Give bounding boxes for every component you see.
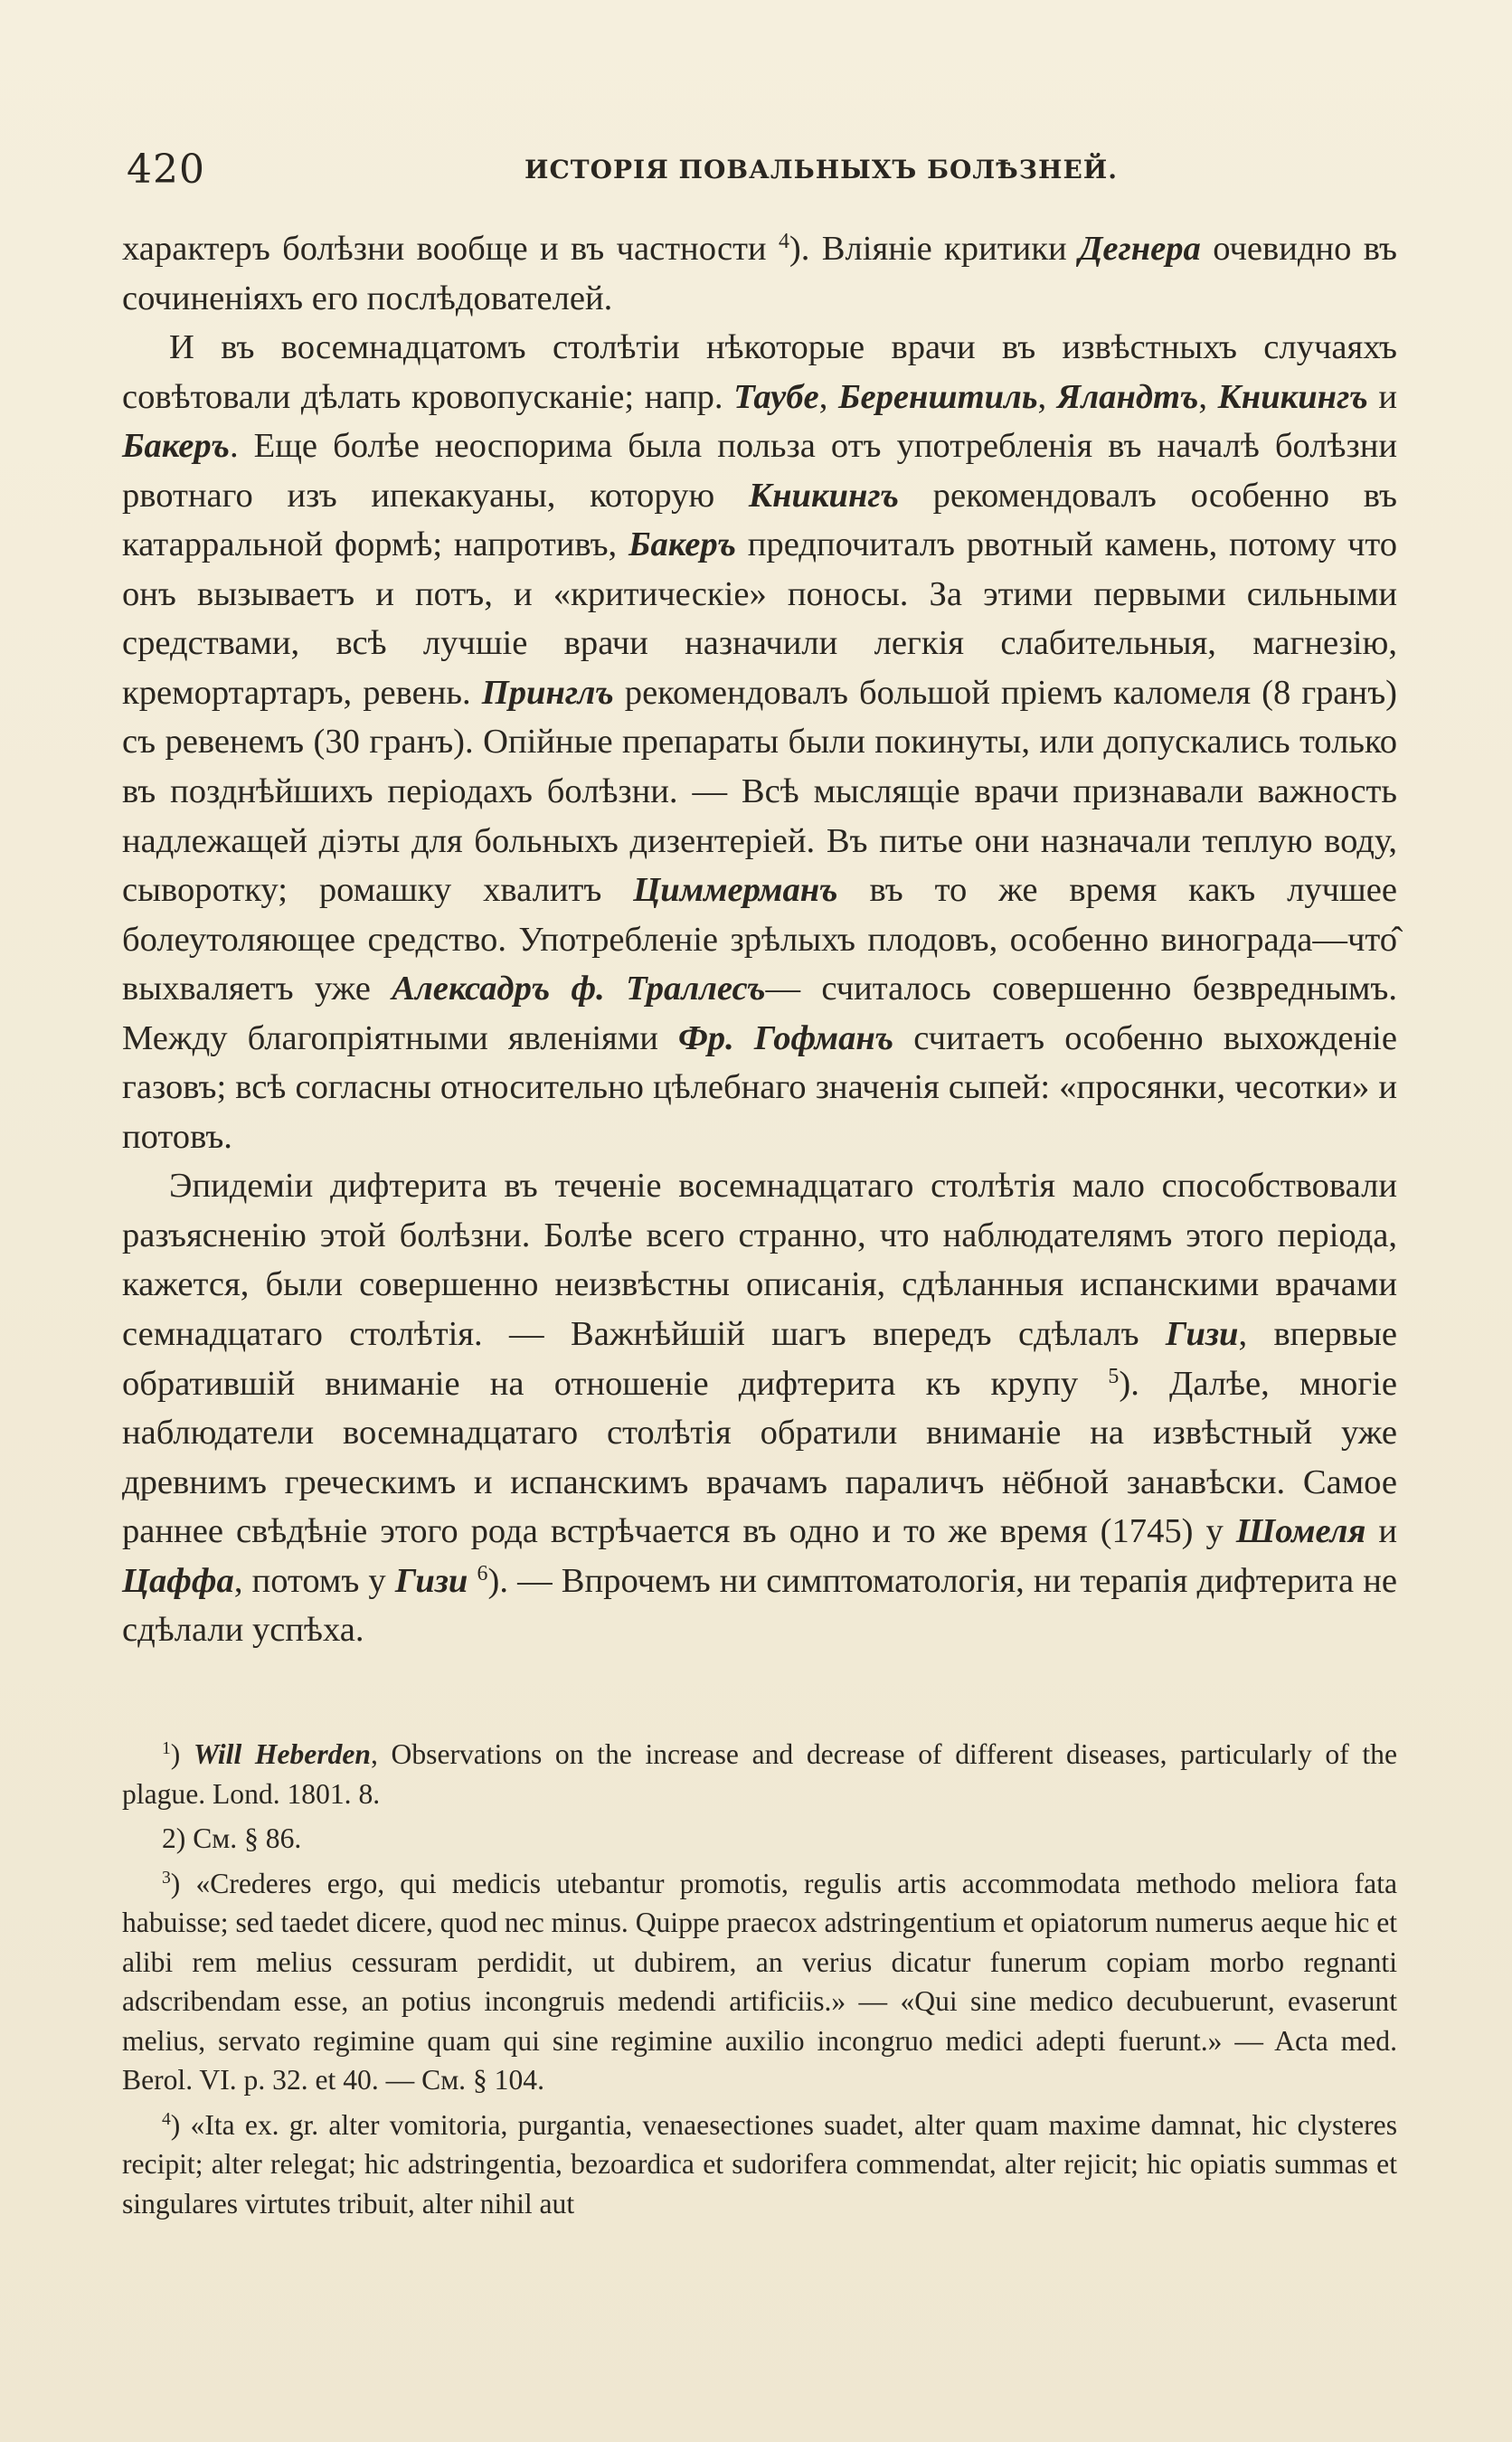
footnote-1: $^1$) Will Heberden, Observations on the increase and decrease of different diseases, particularly of the plague. Lond. 1801. 8.	[122, 1738, 1397, 1810]
footnote-mark: 4	[162, 2109, 171, 2129]
paragraph-2: И въ восемнадцатомъ столѣтіи нѣкоторые врачи въ извѣстныхъ случаяхъ совѣтовали дѣлать кровопусканіе; напр. Таубе, Беренштиль, Яландтъ, Кникингъ и Бакеръ. Еще болѣе неоспорима была польза отъ употребленія въ началѣ болѣзни рвотнаго изъ ипекакуаны, которую Кникингъ рекомендовалъ особенно въ катарральной формѣ; напротивъ, Бакеръ предпочиталъ рвотный камень, потому что онъ вызываетъ и потъ, и «критическіе» поносы. За этими первыми сильными средствами, всѣ лучшіе врачи назначили легкія слабительныя, магнезію, кремортартаръ, ревень. Принглъ рекомендовалъ большой пріемъ каломеля (8 гранъ) съ ревенемъ (30 гранъ). Опійные препараты были покинуты, или допускались только въ позднѣйшихъ періодахъ болѣзни. — Всѣ мыслящіе врачи признавали важность надлежащей діэты для больныхъ дизентеріей. Въ питье они назначали теплую воду, сыворотку; ромашку хвалитъ Циммерманъ въ то же время какъ лучшее болеутоляющее средство. Употребленіе зрѣлыхъ плодовъ, особенно винограда—что̂ выхваляетъ уже Алексадръ ф. Траллесъ— считалось совершенно безвреднымъ. Между благопріятными явленіями Фр. Гофманъ считаетъ особенно выхожденіе газовъ; всѣ согласны относительно цѣлебнаго значенія сыпей: «просянки, чесотки» и потовъ.	[122, 328, 1398, 1156]
footnote-3: $^3$) «Crederes ergo, qui medicis utebantur promotis, regulis artis accommodata methodo meliora fata habuisse; sed taedet dicere, quod nec minus. Quippe praecox adstringentium et opiatorum numerus aeque hic et alibi rem melius cessuram perdidit, ut dubirem, an verius dicatur funerum copiam morbo regnanti adscribendam esse, an potius incongruis medendi artificiis.» — «Qui sine medico decubuerunt, evaserunt melius, servato regimine quam qui sine regimine auxilio incongruo medici adepti fuerunt.» — Acta med. Berol. VI. p. 32. et 40. — См. § 104.	[122, 1867, 1397, 2096]
footnote-mark: 3	[162, 1868, 171, 1888]
author-name: Цаффа	[122, 1561, 234, 1600]
author-name: Дегнера	[1078, 230, 1201, 268]
author-name: Алексадръ ф. Траллесъ	[392, 970, 766, 1008]
author-name: Бакеръ	[628, 525, 736, 564]
author-name: Бакеръ	[122, 427, 230, 466]
footnote-ref-6: 6	[477, 1561, 488, 1585]
running-title: ИСТОРІЯ ПОВАЛЬНЫХЪ БОЛѢЗНЕЙ.	[524, 155, 1119, 185]
author-name: Яландтъ	[1056, 377, 1199, 416]
author-name: Циммерманъ	[633, 871, 838, 910]
footnote-mark: 1	[162, 1739, 171, 1759]
paragraph-1: характеръ болѣзни вообще и въ частности $^4$). Вліяніе критики Дегнера очевидно въ сочиненіяхъ его послѣдователей.	[122, 229, 1397, 317]
paragraph-3: Эпидеміи дифтерита въ теченіе восемнадцатаго столѣтія мало способствовали разъясненію этой болѣзни. Болѣе всего странно, что наблюдателямъ этого періода, кажется, были совершенно неизвѣстны описанія, сдѣланныя испанскими врачами семнадцатаго столѣтія. — Важнѣйшій шагъ впередъ сдѣлалъ Гизи, впервые обратившій вниманіе на отношеніе дифтерита къ крупу $^5$). Далѣе, многіе наблюдатели восемнадцатаго столѣтія обратили вниманіе на извѣстный уже древнимъ греческимъ и испанскимъ врачамъ параличъ нёбной занавѣски. Самое раннее свѣдѣніе этого рода встрѣчается въ одно и то же время (1745) у Шомеля и Цаффа, потомъ у Гизи $^6$). — Впрочемъ ни симптоматологія, ни терапія дифтерита не сдѣлали успѣха.	[122, 1167, 1398, 1650]
author-name: Гизи	[1165, 1315, 1239, 1354]
footnote-author: Will Heberden	[193, 1738, 371, 1770]
page-number: 420	[127, 147, 205, 193]
footnote-mark: 2	[162, 1822, 176, 1854]
footnotes	[122, 1735, 1397, 2229]
author-name: Кникингъ	[748, 476, 899, 515]
footnote-ref-4: 4	[778, 229, 789, 253]
page-header	[127, 145, 1393, 195]
author-name: Гизи	[394, 1561, 468, 1600]
footnote-4: $^4$) «Ita ex. gr. alter vomitoria, purgantia, venaesectiones suadet, alter quam maxime damnat, hic clysteres recipit; alter relegat; hic adstringentia, bezoardica et sudorifera commendat, alter rejicit; hic opiatis summas et singulares virtutes tribuit, alter nihil aut	[122, 2108, 1397, 2220]
main-text	[122, 224, 1397, 1655]
author-name: Шомеля	[1235, 1512, 1366, 1551]
author-name: Таубе	[733, 377, 819, 416]
author-name: Принглъ	[481, 673, 614, 712]
footnote-ref-5: 5	[1108, 1364, 1120, 1388]
author-name: Беренштиль	[837, 377, 1038, 416]
author-name: Кникингъ	[1217, 377, 1368, 416]
footnote-2: 2) См. § 86.	[162, 1822, 302, 1854]
author-name: Фр. Гофманъ	[678, 1018, 894, 1057]
